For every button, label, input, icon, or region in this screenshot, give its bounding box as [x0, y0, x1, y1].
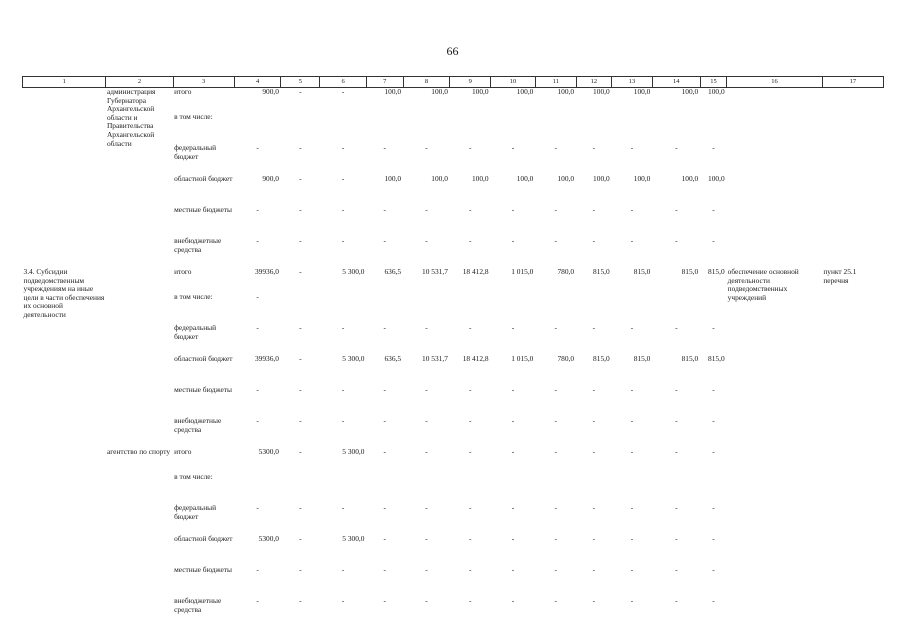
- value-cell: [576, 293, 612, 324]
- value-cell: -: [341, 206, 345, 214]
- value-cell: [320, 473, 367, 504]
- value-cell: -: [383, 144, 387, 152]
- reference-cell: [822, 88, 883, 269]
- value-cell: -: [675, 597, 678, 605]
- value-cell: -: [341, 386, 345, 394]
- source-label: итого: [174, 448, 192, 456]
- value-cell: [535, 293, 576, 324]
- result-cell: обеспечение основной деятельности подведомственных учреждений: [727, 268, 799, 302]
- value-cell: 100,0: [431, 175, 448, 183]
- table-row: [23, 268, 884, 293]
- value-cell: -: [675, 417, 678, 425]
- value-cell: 100,0: [576, 88, 612, 114]
- value-cell: 1 015,0: [511, 268, 534, 276]
- value-cell: -: [554, 144, 557, 152]
- value-cell: -: [425, 597, 428, 605]
- source-label: внебюджетные средства: [174, 237, 222, 254]
- value-cell: [700, 293, 726, 324]
- header-cell: 3: [173, 77, 234, 88]
- value-cell: 815,0: [708, 355, 725, 363]
- value-cell: 100,0: [516, 175, 534, 183]
- source-label: местные бюджеты: [174, 206, 232, 214]
- value-cell: -: [299, 175, 302, 183]
- value-cell: -: [511, 504, 515, 512]
- header-cell: 14: [652, 77, 700, 88]
- value-cell: [320, 293, 367, 324]
- value-cell: -: [592, 144, 596, 152]
- value-cell: 100,0: [681, 175, 699, 183]
- value-cell: -: [630, 324, 634, 332]
- value-cell: -: [299, 597, 302, 605]
- reference-cell: пункт 25.1 перечня: [823, 268, 857, 285]
- value-cell: -: [256, 566, 259, 574]
- value-cell: [450, 113, 491, 144]
- value-cell: [234, 473, 281, 504]
- value-cell: -: [256, 144, 259, 152]
- value-cell: -: [299, 144, 302, 152]
- value-cell: -: [425, 417, 428, 425]
- value-cell: -: [675, 448, 678, 456]
- value-cell: -: [299, 417, 302, 425]
- value-cell: -: [630, 448, 634, 456]
- value-cell: 636,5: [384, 355, 402, 363]
- value-cell: -: [712, 144, 715, 152]
- value-cell: -: [383, 566, 387, 574]
- value-cell: 100,0: [403, 88, 450, 114]
- value-cell: -: [630, 237, 634, 245]
- value-cell: -: [554, 597, 557, 605]
- value-cell: -: [299, 268, 302, 276]
- value-cell: -: [630, 206, 634, 214]
- value-cell: -: [630, 597, 634, 605]
- value-cell: -: [712, 237, 715, 245]
- value-cell: -: [383, 504, 387, 512]
- source-label: итого: [173, 88, 234, 114]
- result-cell: [727, 448, 823, 628]
- value-cell: 815,0: [593, 355, 610, 363]
- value-cell: -: [383, 597, 387, 605]
- value-cell: -: [341, 237, 345, 245]
- source-label: внебюджетные средства: [174, 417, 222, 434]
- value-cell: -: [554, 504, 557, 512]
- value-cell: -: [630, 504, 634, 512]
- value-cell: 100,0: [557, 175, 575, 183]
- value-cell: -: [511, 386, 515, 394]
- budget-table: [22, 76, 884, 628]
- value-cell: 100,0: [700, 88, 726, 114]
- value-cell: -: [299, 324, 302, 332]
- source-label: итого: [174, 268, 192, 276]
- value-cell: -: [630, 417, 634, 425]
- value-cell: [281, 473, 320, 504]
- header-cell: 2: [106, 77, 173, 88]
- value-cell: -: [425, 504, 428, 512]
- header-cell: 16: [727, 77, 823, 88]
- value-cell: 5 300,0: [342, 355, 365, 363]
- value-cell: [281, 113, 320, 144]
- value-cell: -: [341, 566, 345, 574]
- value-cell: 815,0: [681, 268, 699, 276]
- value-cell: [403, 473, 450, 504]
- source-label: федеральный бюджет: [174, 144, 217, 161]
- value-cell: 18 412,8: [462, 268, 489, 276]
- value-cell: -: [469, 144, 472, 152]
- value-cell: -: [511, 144, 515, 152]
- value-cell: [281, 293, 320, 324]
- value-cell: -: [299, 448, 302, 456]
- value-cell: -: [256, 417, 259, 425]
- measure-cell: [23, 448, 106, 628]
- value-cell: [612, 293, 653, 324]
- value-cell: 5 300,0: [342, 535, 365, 543]
- value-cell: 1 015,0: [511, 355, 534, 363]
- value-cell: 5 300,0: [342, 268, 365, 276]
- value-cell: 815,0: [708, 268, 725, 276]
- value-cell: 100,0: [535, 88, 576, 114]
- value-cell: -: [675, 386, 678, 394]
- header-cell: 10: [491, 77, 536, 88]
- value-cell: 10 531,7: [422, 268, 448, 276]
- value-cell: [576, 473, 612, 504]
- value-cell: 100,0: [471, 175, 489, 183]
- value-cell: [612, 473, 653, 504]
- value-cell: 100,0: [491, 88, 536, 114]
- value-cell: -: [469, 206, 472, 214]
- value-cell: -: [425, 386, 428, 394]
- value-cell: -: [675, 206, 678, 214]
- value-cell: 815,0: [633, 355, 651, 363]
- executor-cell: [106, 268, 173, 448]
- value-cell: 900,0: [234, 88, 281, 114]
- value-cell: -: [299, 386, 302, 394]
- header-cell: 4: [234, 77, 281, 88]
- source-label: областной бюджет: [174, 175, 233, 183]
- value-cell: 5300,0: [258, 448, 279, 456]
- value-cell: [366, 293, 403, 324]
- value-cell: [450, 293, 491, 324]
- value-cell: -: [383, 417, 387, 425]
- value-cell: [576, 113, 612, 144]
- value-cell: -: [425, 144, 428, 152]
- value-cell: -: [712, 535, 715, 543]
- value-cell: -: [592, 417, 596, 425]
- value-cell: -: [554, 417, 557, 425]
- value-cell: [366, 473, 403, 504]
- value-cell: -: [554, 206, 557, 214]
- value-cell: -: [712, 417, 715, 425]
- value-cell: 815,0: [633, 268, 651, 276]
- value-cell: 100,0: [450, 88, 491, 114]
- value-cell: -: [554, 448, 557, 456]
- value-cell: 39936,0: [254, 268, 279, 276]
- header-cell: 12: [576, 77, 612, 88]
- value-cell: -: [712, 566, 715, 574]
- value-cell: -: [256, 386, 259, 394]
- value-cell: -: [469, 535, 472, 543]
- value-cell: -: [511, 324, 515, 332]
- value-cell: -: [630, 535, 634, 543]
- value-cell: -: [256, 324, 259, 332]
- value-cell: -: [511, 237, 515, 245]
- value-cell: -: [383, 324, 387, 332]
- value-cell: -: [592, 448, 596, 456]
- value-cell: -: [592, 206, 596, 214]
- value-cell: 100,0: [708, 175, 725, 183]
- value-cell: -: [425, 566, 428, 574]
- value-cell: -: [383, 206, 387, 214]
- value-cell: 636,5: [384, 268, 402, 276]
- value-cell: -: [341, 504, 345, 512]
- value-cell: -: [469, 386, 472, 394]
- value-cell: 900,0: [262, 175, 279, 183]
- value-cell: 780,0: [557, 268, 575, 276]
- value-cell: -: [425, 535, 428, 543]
- value-cell: -: [630, 566, 634, 574]
- value-cell: -: [592, 535, 596, 543]
- value-cell: [652, 113, 700, 144]
- value-cell: -: [712, 386, 715, 394]
- value-cell: [234, 113, 281, 144]
- value-cell: -: [341, 175, 345, 183]
- value-cell: 100,0: [384, 175, 402, 183]
- value-cell: -: [712, 448, 715, 456]
- value-cell: -: [299, 206, 302, 214]
- value-cell: -: [592, 504, 596, 512]
- value-cell: [491, 293, 536, 324]
- value-cell: [491, 113, 536, 144]
- source-label: местные бюджеты: [174, 386, 232, 394]
- table-row: [23, 88, 884, 114]
- value-cell: -: [299, 504, 302, 512]
- value-cell: 100,0: [366, 88, 403, 114]
- value-cell: -: [425, 237, 428, 245]
- value-cell: -: [511, 535, 515, 543]
- value-cell: -: [554, 324, 557, 332]
- header-cell: 17: [822, 77, 883, 88]
- value-cell: -: [712, 206, 715, 214]
- header-cell: 5: [281, 77, 320, 88]
- value-cell: -: [675, 324, 678, 332]
- value-cell: -: [341, 597, 345, 605]
- value-cell: -: [469, 324, 472, 332]
- value-cell: 39936,0: [254, 355, 279, 363]
- value-cell: -: [511, 206, 515, 214]
- value-cell: -: [281, 88, 320, 114]
- header-cell: 1: [23, 77, 106, 88]
- value-cell: -: [630, 386, 634, 394]
- value-cell: -: [299, 535, 302, 543]
- executor-cell: администрация Губернатора Архангельской области и Правительства Архангельской области: [106, 88, 173, 269]
- source-label: федеральный бюджет: [174, 504, 217, 521]
- value-cell: -: [675, 237, 678, 245]
- value-cell: -: [425, 206, 428, 214]
- value-cell: 10 531,7: [422, 355, 448, 363]
- value-cell: -: [425, 448, 428, 456]
- value-cell: -: [675, 144, 678, 152]
- value-cell: -: [712, 597, 715, 605]
- value-cell: -: [256, 504, 259, 512]
- header-cell: 6: [320, 77, 367, 88]
- value-cell: 100,0: [593, 175, 610, 183]
- value-cell: -: [299, 355, 302, 363]
- value-cell: [700, 473, 726, 504]
- value-cell: -: [554, 535, 557, 543]
- value-cell: -: [554, 237, 557, 245]
- value-cell: -: [383, 237, 387, 245]
- value-cell: -: [469, 597, 472, 605]
- value-cell: -: [299, 237, 302, 245]
- value-cell: -: [592, 566, 596, 574]
- value-cell: -: [675, 535, 678, 543]
- header-cell: 7: [366, 77, 403, 88]
- value-cell: -: [469, 237, 472, 245]
- source-label: в том числе:: [174, 473, 213, 481]
- header-cell: 8: [403, 77, 450, 88]
- value-cell: -: [320, 88, 367, 114]
- value-cell: -: [256, 237, 259, 245]
- value-cell: [403, 293, 450, 324]
- value-cell: -: [256, 206, 259, 214]
- reference-cell: [822, 448, 883, 628]
- value-cell: -: [383, 386, 387, 394]
- value-cell: -: [469, 417, 472, 425]
- value-cell: -: [675, 504, 678, 512]
- value-cell: -: [592, 324, 596, 332]
- value-cell: -: [256, 597, 259, 605]
- value-cell: -: [383, 448, 387, 456]
- value-cell: -: [511, 417, 515, 425]
- value-cell: [652, 473, 700, 504]
- header-cell: 13: [612, 77, 653, 88]
- result-cell: [727, 88, 823, 269]
- page-number: 66: [446, 44, 459, 58]
- source-label: федеральный бюджет: [174, 324, 217, 341]
- value-cell: -: [511, 566, 515, 574]
- value-cell: [612, 113, 653, 144]
- source-label: областной бюджет: [174, 355, 233, 363]
- value-cell: -: [592, 386, 596, 394]
- value-cell: -: [341, 144, 345, 152]
- source-label: внебюджетные средства: [174, 597, 222, 614]
- table-row: [23, 448, 884, 473]
- value-cell: 18 412,8: [462, 355, 489, 363]
- value-cell: [535, 113, 576, 144]
- header-cell: 11: [535, 77, 576, 88]
- header-row: [23, 77, 884, 88]
- value-cell: -: [675, 566, 678, 574]
- value-cell: -: [341, 324, 345, 332]
- measure-cell: 3.4. Субсидии подведомственным учреждениям на иные цели в части обеспечения их основной деятельности: [23, 268, 105, 319]
- value-cell: [700, 113, 726, 144]
- value-cell: [403, 113, 450, 144]
- measure-cell: [23, 88, 106, 269]
- value-cell: -: [554, 566, 557, 574]
- value-cell: [491, 473, 536, 504]
- executor-cell: агентство по спорту: [106, 448, 171, 456]
- value-cell: -: [511, 597, 515, 605]
- value-cell: -: [341, 417, 345, 425]
- value-cell: 5300,0: [258, 535, 279, 543]
- value-cell: 5 300,0: [342, 448, 365, 456]
- value-cell: -: [425, 324, 428, 332]
- value-cell: -: [256, 293, 259, 301]
- value-cell: 100,0: [633, 175, 651, 183]
- source-label: местные бюджеты: [174, 566, 232, 574]
- value-cell: 815,0: [593, 268, 610, 276]
- value-cell: -: [712, 324, 715, 332]
- header-cell: 15: [700, 77, 726, 88]
- value-cell: [652, 293, 700, 324]
- value-cell: -: [469, 448, 472, 456]
- source-label: в том числе:: [174, 293, 213, 301]
- value-cell: -: [592, 237, 596, 245]
- value-cell: [320, 113, 367, 144]
- value-cell: 780,0: [557, 355, 575, 363]
- value-cell: -: [712, 504, 715, 512]
- value-cell: -: [511, 448, 515, 456]
- header-cell: 9: [450, 77, 491, 88]
- value-cell: -: [383, 535, 387, 543]
- value-cell: -: [469, 504, 472, 512]
- value-cell: 815,0: [681, 355, 699, 363]
- value-cell: -: [630, 144, 634, 152]
- value-cell: [366, 113, 403, 144]
- value-cell: 100,0: [652, 88, 700, 114]
- source-label: в том числе:: [174, 113, 213, 121]
- value-cell: -: [469, 566, 472, 574]
- value-cell: 100,0: [612, 88, 653, 114]
- value-cell: -: [299, 566, 302, 574]
- value-cell: -: [592, 597, 596, 605]
- value-cell: [450, 473, 491, 504]
- source-label: областной бюджет: [174, 535, 233, 543]
- value-cell: [535, 473, 576, 504]
- value-cell: -: [554, 386, 557, 394]
